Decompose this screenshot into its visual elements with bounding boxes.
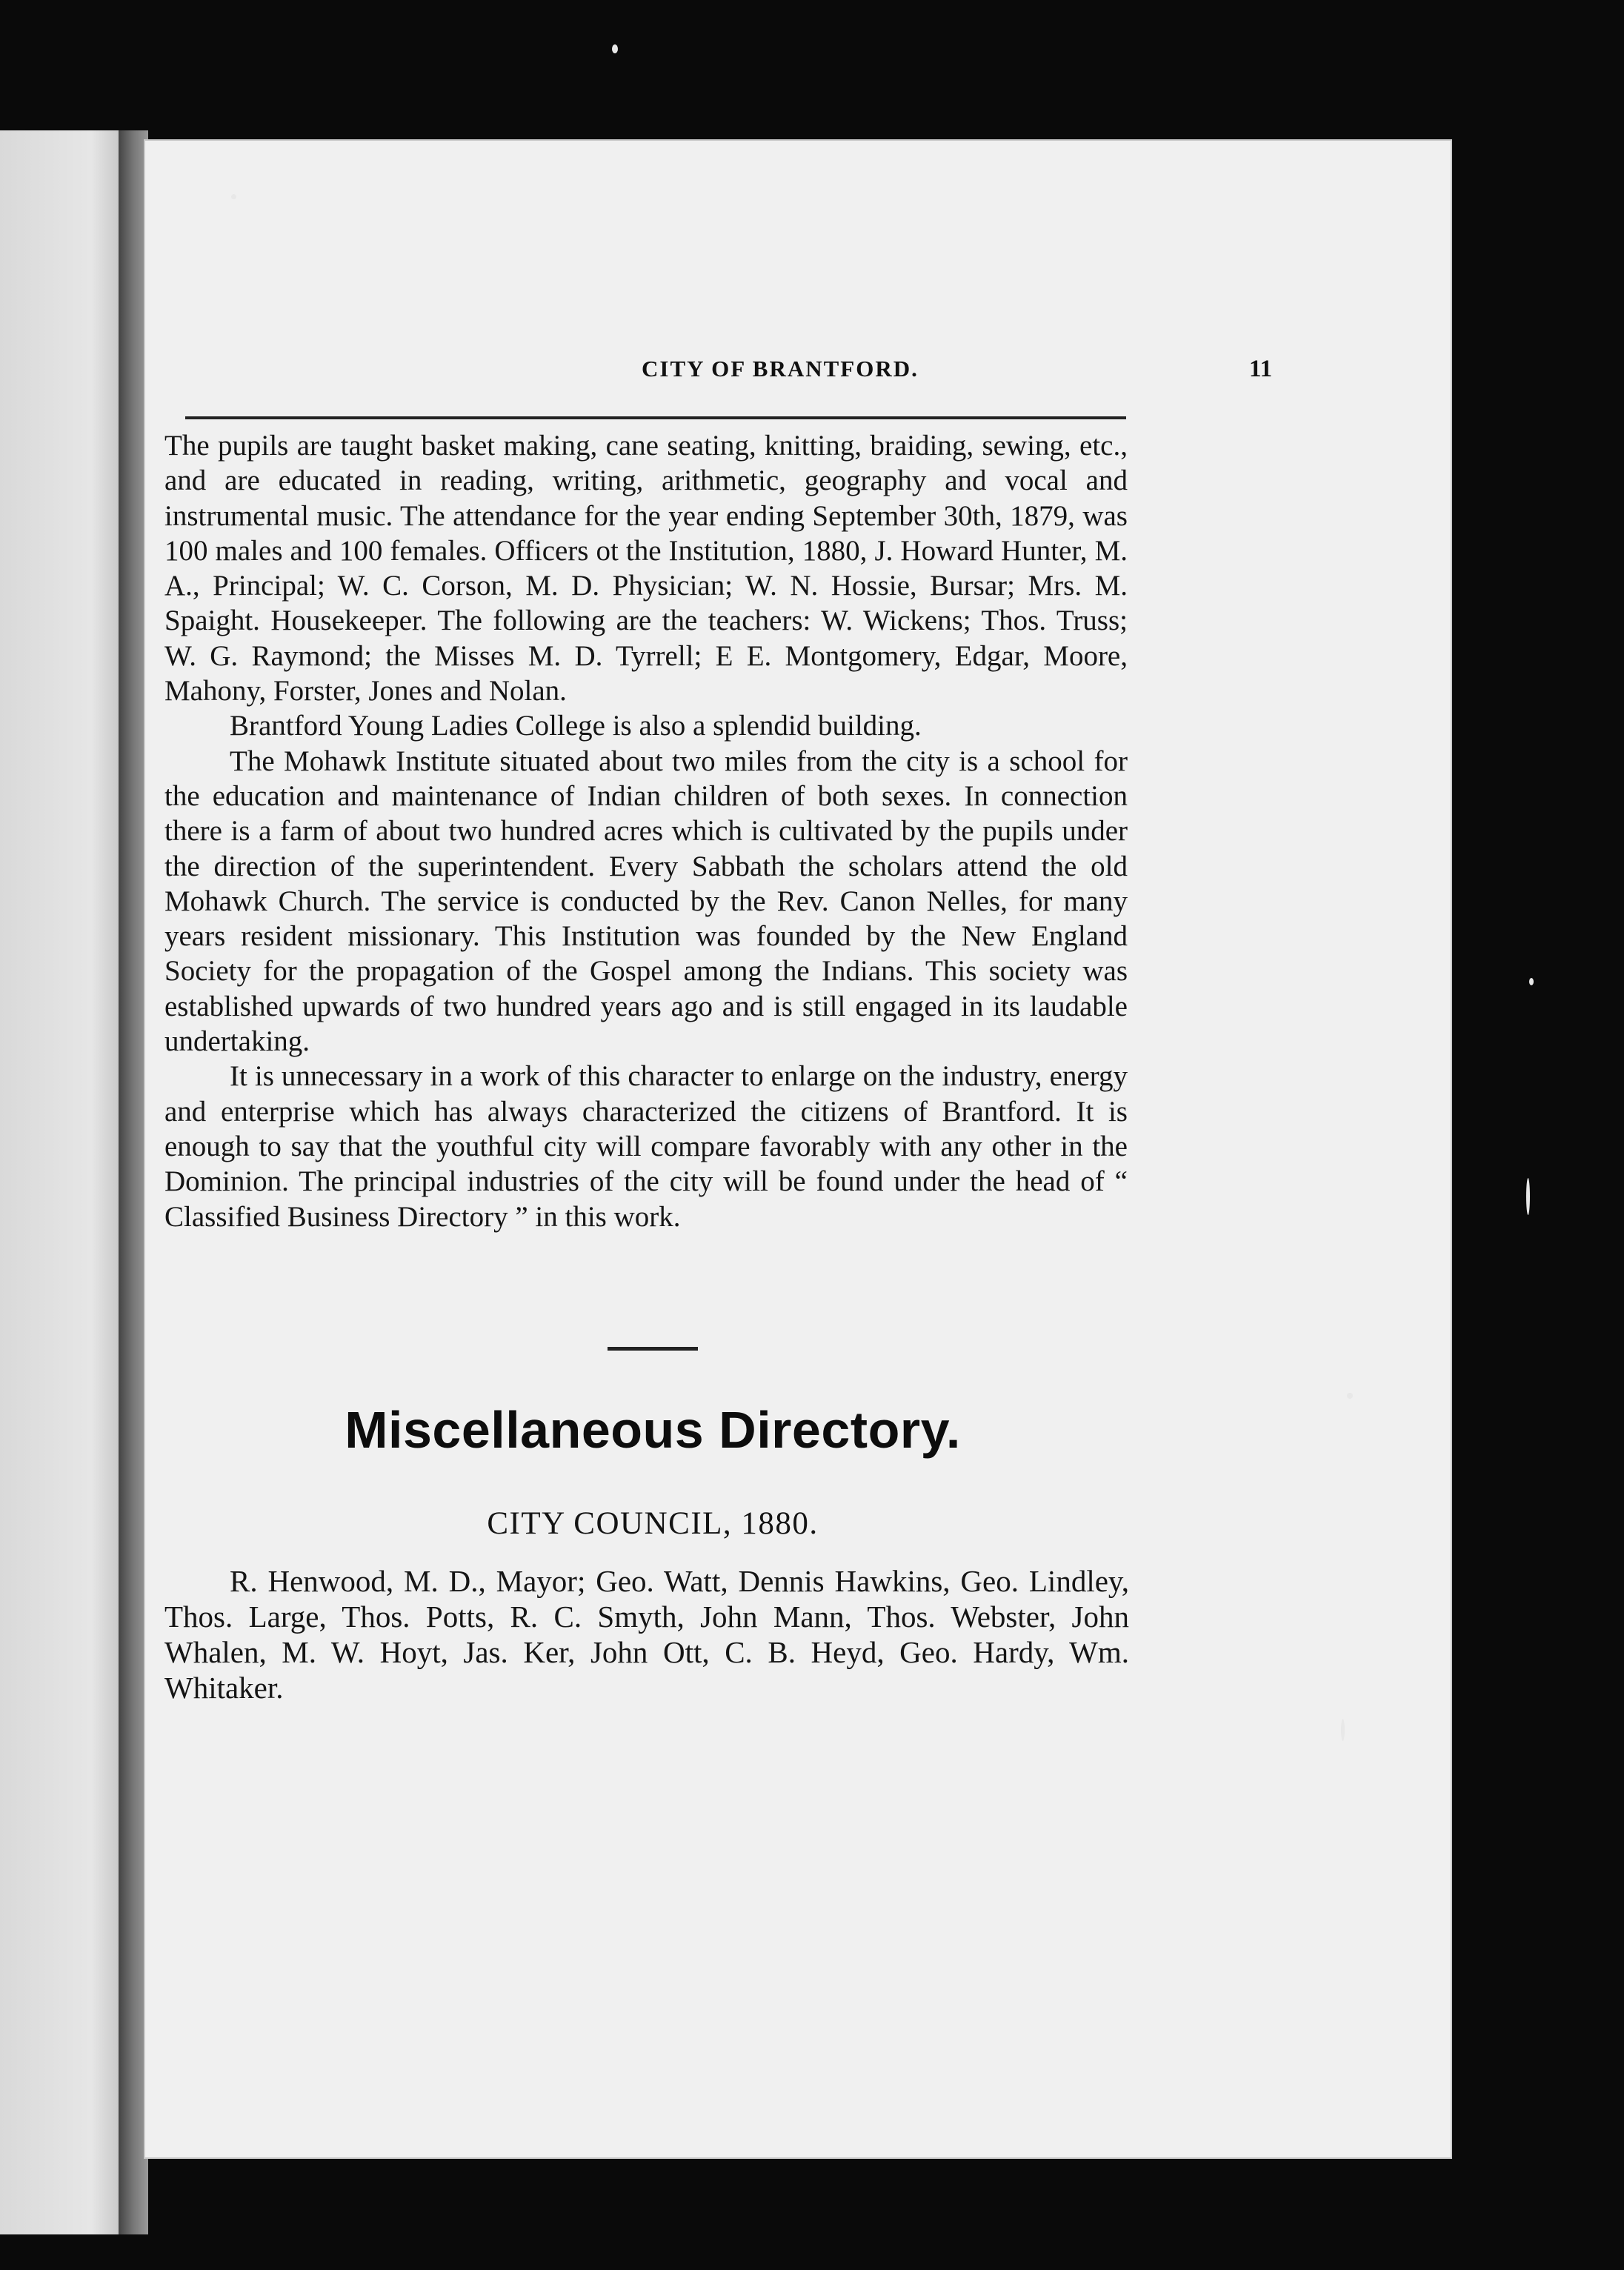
running-head: [145, 356, 1451, 393]
scan-speck: [231, 194, 236, 199]
book-spine-shadow: [119, 130, 148, 2234]
section-divider: [608, 1347, 698, 1351]
council-members-list: R. Henwood, M. D., Mayor; Geo. Watt, Dennis Hawkins, Geo. Lindley, Thos. Large, Thos. Potts, R. C. Smyth, John Mann, Thos. Webster, John Whalen, M. W. Hoyt, Jas. Ker, John Ott, C. B. Heyd, Geo. Hardy, Wm. Whitaker.: [164, 1564, 1129, 1705]
body-text: [164, 428, 1128, 1234]
adjacent-page-edge: [0, 130, 130, 2234]
section-title: Miscellaneous Directory.: [345, 1401, 961, 1459]
header-rule: [185, 416, 1126, 419]
paragraph-industries: It is unnecessary in a work of this character to enlarge on the industry, energy and enterprise which has always characterized the citizens of Brantford. It is enough to say that the youthful city will compare favorably with any other in the Dominion. The principal industries of the city will be found under the head of “ Classified Business Directory ” in this work.: [164, 1060, 1128, 1233]
subsection-heading: CITY COUNCIL, 1880.: [487, 1506, 819, 1541]
scan-speck: [1341, 1719, 1345, 1741]
scan-speck: [1529, 978, 1534, 985]
scan-speck: [1526, 1178, 1530, 1215]
paragraph-ladies-college: Brantford Young Ladies College is also a splendid building.: [230, 710, 922, 742]
paragraph-institution-pupils: The pupils are taught basket making, cane seating, knitting, braiding, sewing, etc., and are educated in reading, writing, arithmetic, geography and vocal and instrumental music. The attendance for the year ending September 30th, 1879, was 100 males and 100 females. Officers ot the Institution, 1880, J. Howard Hunter, M. A., Principal; W. C. Corson, M. D. Physician; W. N. Hossie, Bursar; Mrs. M. Spaight. Housekeeper. The following are the teachers: W. Wickens; Thos. Truss; W. G. Raymond; the Misses M. D. Tyrrell; E E. Montgomery, Edgar, Moore, Mahony, Forster, Jones and Nolan.: [164, 430, 1128, 708]
page-number: 11: [1249, 356, 1273, 382]
paragraph-mohawk-institute: The Mohawk Institute situated about two miles from the city is a school for the education and maintenance of Indian children of both sexes. In connection there is a farm of about two hundred acres which is cultivated by the pupils under the direction of the superintendent. Every Sabbath the scholars attend the old Mohawk Church. The service is conducted by the Rev. Canon Nelles, for many years resident missionary. This Institution was founded by the New England Society for the propagation of the Gospel among the Indians. This society was established upwards of two hundred years ago and is still engaged in its laudable undertaking.: [164, 745, 1128, 1058]
scan-speck: [612, 44, 618, 53]
running-title: CITY OF BRANTFORD.: [642, 356, 919, 382]
scan-speck: [1347, 1393, 1353, 1399]
